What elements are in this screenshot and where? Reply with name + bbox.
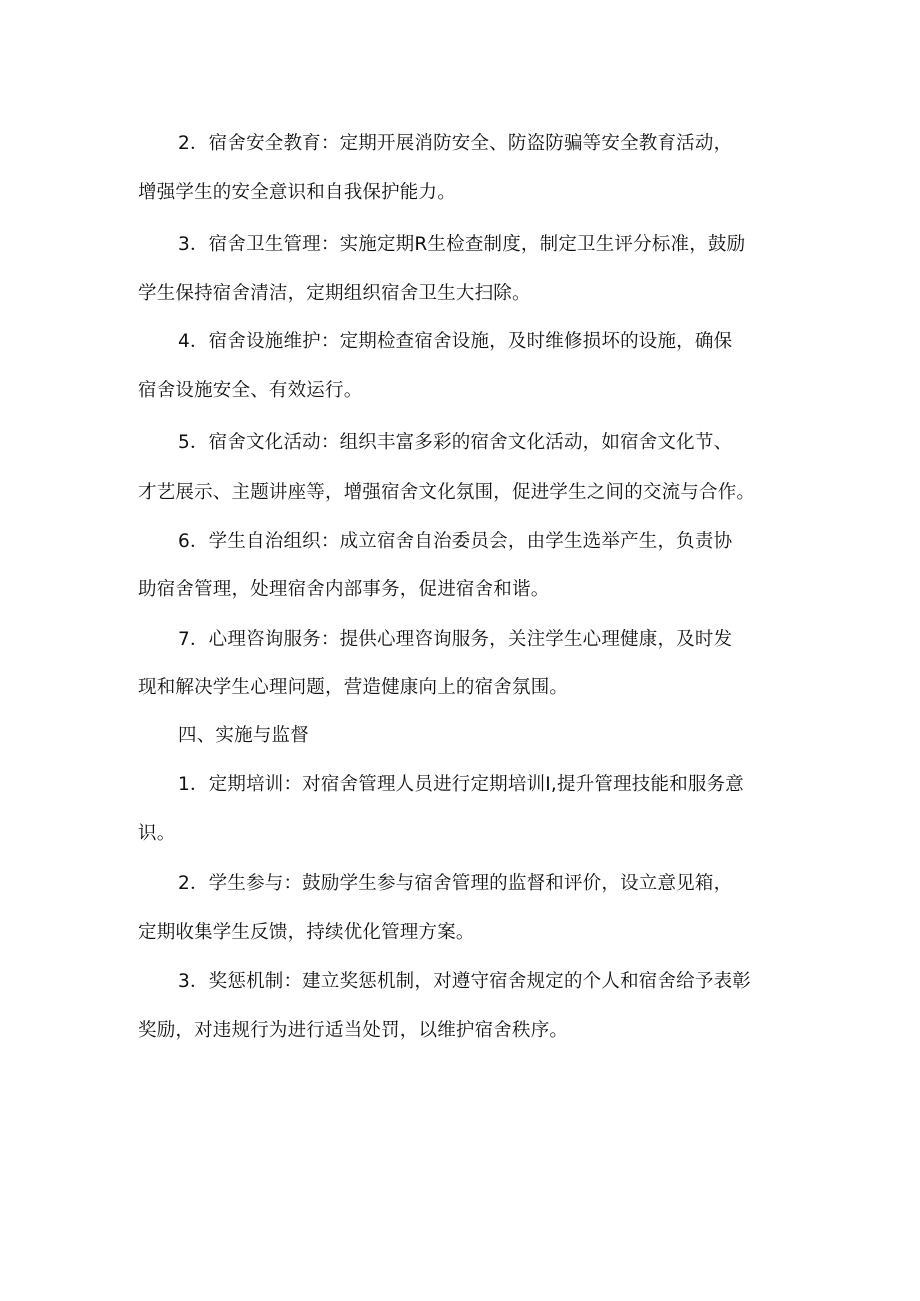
item-3-line1: 3．宿舍卫生管理：实施定期R生检查制度，制定卫生评分标准，鼓励 xyxy=(178,234,746,255)
section-heading: 四、实施与监督 xyxy=(178,725,309,746)
section-item-3-line2: 奖励，对违规行为进行适当处罚，以维护宿舍秩序。 xyxy=(138,1020,569,1041)
item-4-line2: 宿舍设施安全、有效运行。 xyxy=(138,380,363,401)
item-6-line2: 助宿舍管理，处理宿舍内部事务，促进宿舍和谐。 xyxy=(138,579,550,600)
item-2-line2: 增强学生的安全意识和自我保护能力。 xyxy=(138,182,456,203)
section-item-1-line2: 识。 xyxy=(138,823,176,844)
item-5-line2: 才艺展示、主题讲座等，增强宿舍文化氛围，促进学生之间的交流与合作。 xyxy=(138,482,756,503)
item-7-line2: 现和解决学生心理问题，营造健康向上的宿舍氛围。 xyxy=(138,677,569,698)
item-5-line1: 5．宿舍文化活动：组织丰富多彩的宿舍文化活动，如宿舍文化节、 xyxy=(178,432,733,453)
item-2-line1: 2．宿舍安全教育：定期开展消防安全、防盗防骗等安全教育活动， xyxy=(178,133,733,154)
item-7-line1: 7．心理咨询服务：提供心理咨询服务，关注学生心理健康，及时发 xyxy=(178,629,733,650)
section-item-3-line1: 3．奖惩机制：建立奖惩机制，对遵守宿舍规定的个人和宿舍给予表彰 xyxy=(178,971,751,992)
section-item-2-line1: 2．学生参与：鼓励学生参与宿舍管理的监督和评价，设立意见箱， xyxy=(178,873,733,894)
item-4-line1: 4．宿舍设施维护：定期检查宿舍设施，及时维修损坏的设施，确保 xyxy=(178,331,733,352)
section-item-2-line2: 定期收集学生反馈，持续优化管理方案。 xyxy=(138,922,475,943)
item-3-line2: 学生保持宿舍清洁，定期组织宿舍卫生大扫除。 xyxy=(138,283,531,304)
item-6-line1: 6．学生自治组织：成立宿舍自治委员会，由学生选举产生，负责协 xyxy=(178,531,733,552)
section-item-1-line1: 1．定期培训：对宿舍管理人员进行定期培训I,提升管理技能和服务意 xyxy=(178,774,745,795)
